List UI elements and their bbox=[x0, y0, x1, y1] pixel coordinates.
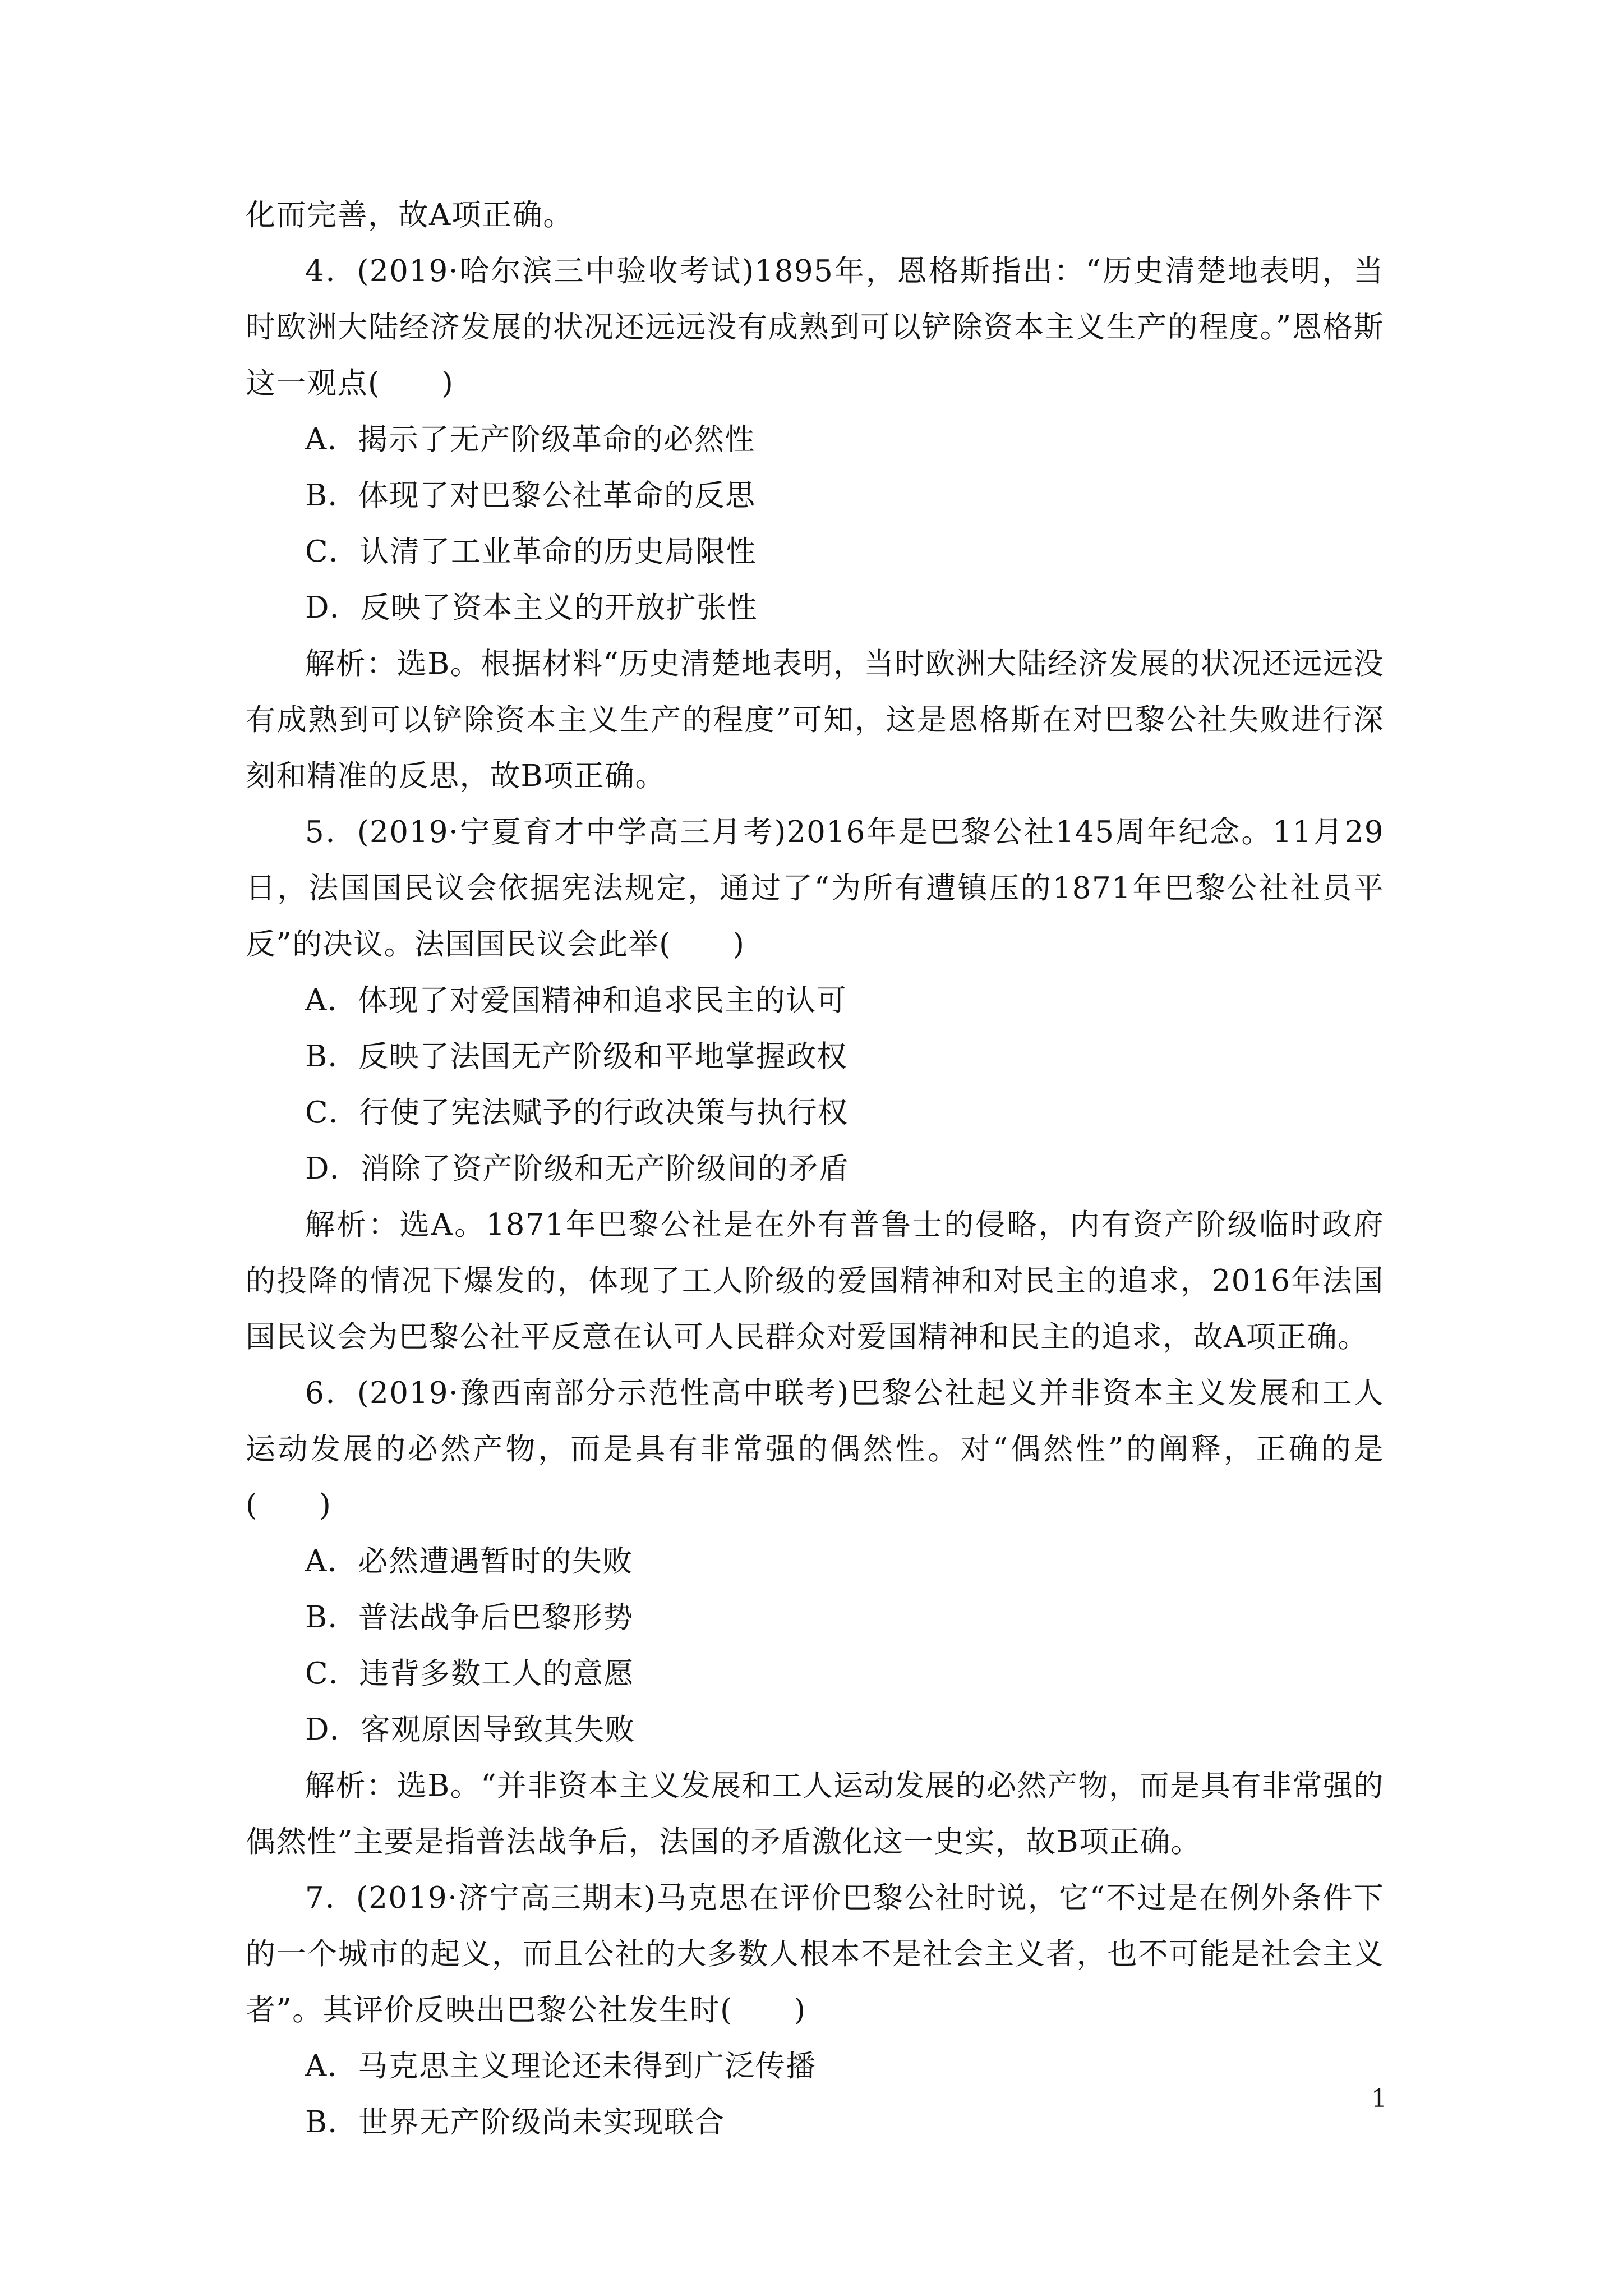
option-d: D．反映了资本主义的开放扩张性 bbox=[305, 591, 758, 625]
question-stem: 4．(2019·哈尔滨三中验收考试)1895年，恩格斯指出：“历史清楚地表明，当时欧洲大陆经济发展的状况还远远没有成熟到可以铲除资本主义生产的程度。”恩格斯这一观点( ) bbox=[246, 254, 1384, 401]
option-b: B．体现了对巴黎公社革命的反思 bbox=[305, 478, 756, 513]
option-a: A．揭示了无产阶级革命的必然性 bbox=[305, 422, 755, 457]
option-c: C．认清了工业革命的历史局限性 bbox=[305, 535, 757, 569]
question-6 bbox=[246, 1365, 1384, 1870]
option-d: D．消除了资产阶级和无产阶级间的矛盾 bbox=[305, 1152, 850, 1186]
option-b: B．普法战争后巴黎形势 bbox=[305, 1600, 634, 1635]
option-b: B．反映了法国无产阶级和平地掌握政权 bbox=[305, 1039, 847, 1074]
question-4 bbox=[246, 243, 1384, 804]
analysis-text: 解析：选B。“并非资本主义发展和工人运动发展的必然产物，而是具有非常强的偶然性”主要是指普法战争后，法国的矛盾激化这一史实，故B项正确。 bbox=[246, 1769, 1384, 1859]
option-a: A．必然遭遇暂时的失败 bbox=[305, 1544, 633, 1579]
option-b: B．世界无产阶级尚未实现联合 bbox=[305, 2105, 725, 2139]
option-c: C．行使了宪法赋予的行政决策与执行权 bbox=[305, 1096, 849, 1130]
analysis-text: 解析：选B。根据材料“历史清楚地表明，当时欧洲大陆经济发展的状况还远远没有成熟到可以铲除资本主义生产的程度”可知，这是恩格斯在对巴黎公社失败进行深刻和精准的反思，故B项正确。 bbox=[246, 647, 1384, 793]
question-stem: 7．(2019·济宁高三期末)马克思在评价巴黎公社时说，它“不过是在例外条件下的一个城市的起义，而且公社的大多数人根本不是社会主义者，也不可能是社会主义者”。其评价反映出巴黎公社发生时( ) bbox=[246, 1881, 1384, 2027]
page-content bbox=[246, 187, 1384, 2151]
continuation-text: 化而完善，故A项正确。 bbox=[246, 198, 574, 232]
question-stem: 6．(2019·豫西南部分示范性高中联考)巴黎公社起义并非资本主义发展和工人运动发展的必然产物，而是具有非常强的偶然性。对“偶然性”的阐释，正确的是( ) bbox=[246, 1376, 1384, 1522]
option-d: D．客观原因导致其失败 bbox=[305, 1713, 635, 1747]
question-5 bbox=[246, 804, 1384, 1365]
option-a: A．马克思主义理论还未得到广泛传播 bbox=[305, 2049, 817, 2083]
analysis-text: 解析：选A。1871年巴黎公社是在外有普鲁士的侵略，内有资产阶级临时政府的投降的情况下爆发的，体现了工人阶级的爱国精神和对民主的追求，2016年法国国民议会为巴黎公社平反意在认可人民群众对爱国精神和民主的追求，故A项正确。 bbox=[246, 1208, 1384, 1354]
option-a: A．体现了对爱国精神和追求民主的认可 bbox=[305, 983, 847, 1018]
page-number: 1 bbox=[1371, 2085, 1387, 2113]
question-7 bbox=[246, 1870, 1384, 2151]
option-c: C．违背多数工人的意愿 bbox=[305, 1657, 635, 1691]
question-stem: 5．(2019·宁夏育才中学高三月考)2016年是巴黎公社145周年纪念。11月29日，法国国民议会依据宪法规定，通过了“为所有遭镇压的1871年巴黎公社社员平反”的决议。法国国民议会此举( ) bbox=[246, 815, 1384, 961]
